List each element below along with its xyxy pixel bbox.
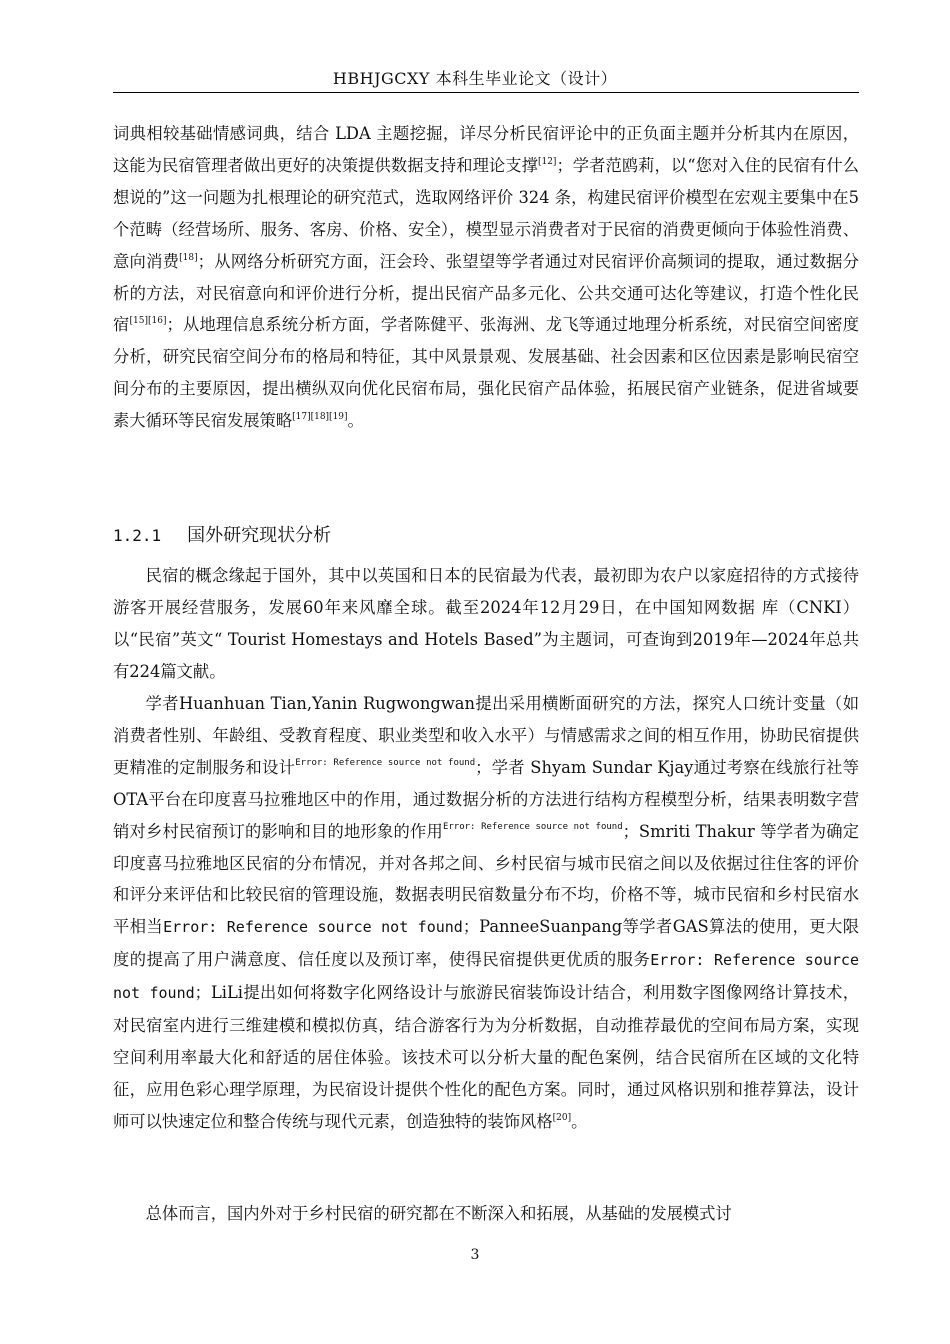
- para1-text-5: 。: [347, 411, 364, 431]
- section-heading: [113, 521, 331, 547]
- citation-18: [18]: [179, 252, 198, 263]
- para1-text-2: ；学者范鸥莉，以“您对入住的民宿有什么想说的”这一问题为扎根理论的研究范式，选取网络评价 324 条，构建民宿评价模型在宏观主要集中在5个范畴（经营场所、服务、客房、价格、安全），模型显示消费者对于民宿的消费更倾向于体验性消费、意向消费: [113, 155, 859, 271]
- broken-reference-1: Error: Reference source not found: [295, 757, 476, 768]
- para1-text-3: ；从网络分析研究方面，汪会玲、张望望等学者通过对民宿评价高频词的提取，通过数据分析的方法，对民宿意向和评价进行分析，提出民宿产品多元化、公共交通可达化等建议，打造个性化民宿: [113, 251, 859, 335]
- running-header: HBHJGCXY 本科生毕业论文（设计）: [332, 69, 618, 88]
- paragraph-homestay-origin: 民宿的概念缘起于国外，其中以英国和日本的民宿最为代表，最初即为农户以家庭招待的方式接待游客开展经营服务，发展60年来风靡全球。截至2024年12月29日，在中国知网数据 库（CNKI）以“民宿”英文“ Tourist Homestays and Hotels Based”为主题词，可查询到2019年—2024年总共有224篇文献。: [113, 566, 859, 681]
- broken-reference-2: Error: Reference source not found: [442, 821, 623, 832]
- section-title: 国外研究现状分析: [187, 525, 332, 546]
- para3-text-1: 学者Huanhuan Tian,Yanin Rugwongwan提出采用横断面研究的方法，探究人口统计变量（如消费者性别、年龄组、受教育程度、职业类型和收入水平）与情感需求之间的相互作用，协助民宿提供更精准的定制服务和设计: [113, 694, 859, 777]
- citation-12: [12]: [537, 156, 557, 167]
- citation-20: [20]: [552, 1112, 572, 1123]
- broken-reference-3: Error: Reference source not found: [163, 918, 463, 937]
- para3-text-2: ；学者 Shyam Sundar Kjay通过考察在线旅行社等OTA平台在印度喜马拉雅地区中的作用，通过数据分析的方法进行结构方程模型分析，结果表明数字营销对乡村民宿预订的影响和目的地形象的作用: [113, 757, 859, 841]
- paragraph-domestic-review: [113, 118, 859, 437]
- para1-text-1: 词典相较基础情感词典，结合 LDA 主题挖掘，详尽分析民宿评论中的正负面主题并分析其内在原因，这能为民宿管理者做出更好的决策提供数据支持和理论支撑: [113, 124, 859, 175]
- para3-text-4: ；PanneeSuanpang等学者GAS算法的使用，更大限度的提高了用户满意度、信任度以及预订率，使得民宿提供更优质的服务: [113, 917, 859, 970]
- para1-text-4: ；从地理信息系统分析方面，学者陈健平、张海洲、龙飞等通过地理分析系统，对民宿空间密度分析，研究民宿空间分布的格局和特征，其中风景景观、发展基础、社会因素和区位因素是影响民宿空间分布的主要原因，提出横纵双向优化民宿布局，强化民宿产品体验，拓展民宿产业链条，促进省域要素大循环等民宿发展策略: [113, 315, 859, 431]
- page-number: 3: [470, 1247, 480, 1263]
- section-number: 1.2.1: [113, 526, 162, 545]
- para3-text-6: 。: [571, 1111, 588, 1131]
- paragraph-foreign-review: [113, 688, 859, 1138]
- header-rule: [113, 92, 859, 93]
- broken-reference-4: Error: Reference source not found: [113, 951, 859, 1003]
- citation-15-16: [15][16]: [129, 316, 167, 327]
- paragraph-summary: 总体而言，国内外对于乡村民宿的研究都在不断深入和拓展，从基础的发展模式讨: [145, 1204, 732, 1223]
- citation-17-18-19: [17][18][19]: [292, 412, 348, 423]
- para3-text-3: ；Smriti Thakur 等学者为确定印度喜马拉雅地区民宿的分布情况，并对各邦之间、乡村民宿与城市民宿之间以及依据过往住客的评价和评分来评估和比较民宿的管理设施，数据表明民宿数量分布不均，价格不等，城市民宿和乡村民宿水平相当: [113, 821, 859, 937]
- para3-text-5: ；LiLi提出如何将数字化网络设计与旅游民宿装饰设计结合，利用数字图像网络计算技术，对民宿室内进行三维建模和模拟仿真，结合游客行为为分析数据，自动推荐最优的空间布局方案，实现空间利用率最大化和舒适的居住体验。该技术可以分析大量的配色案例，结合民宿所在区域的文化特征，应用色彩心理学原理，为民宿设计提供个性化的配色方案。同时，通过风格识别和推荐算法，设计师可以快速定位和整合传统与现代元素，创造独特的装饰风格: [113, 983, 860, 1131]
